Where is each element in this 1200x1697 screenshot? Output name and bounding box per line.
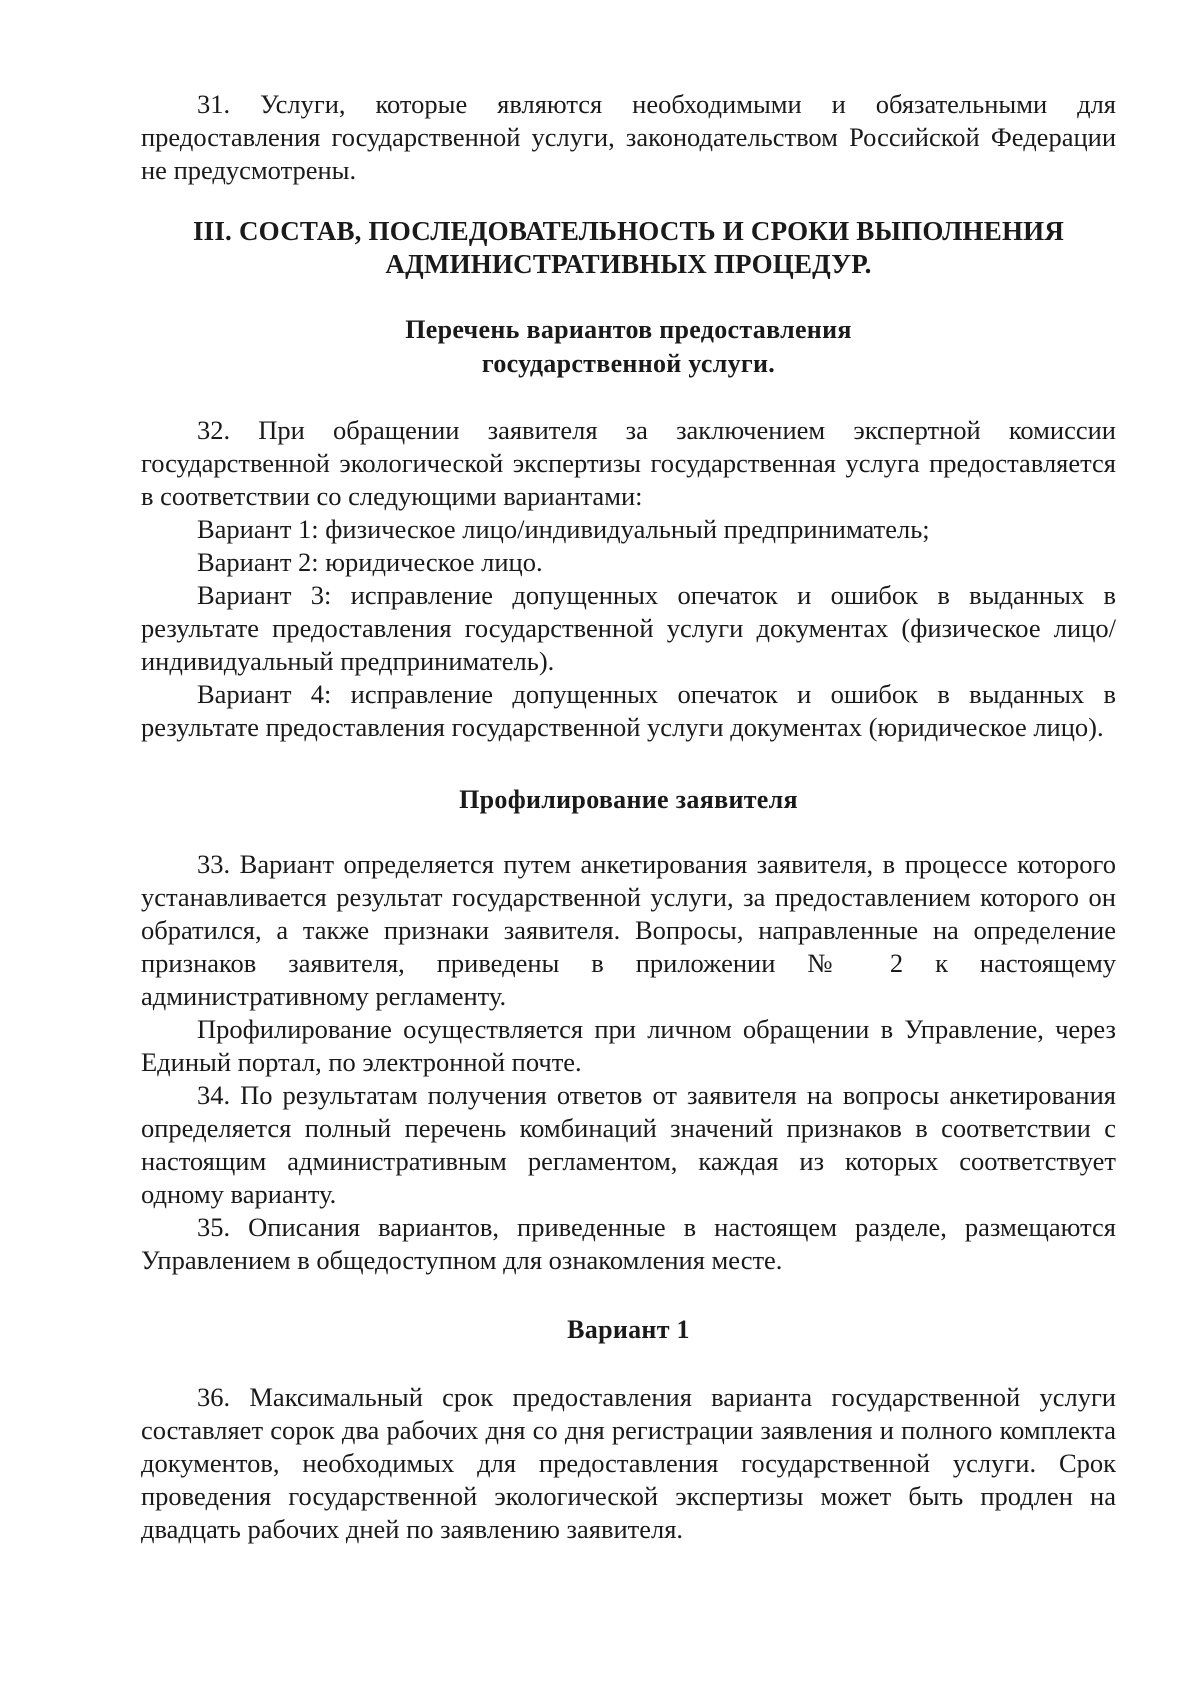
- variant-4-item: Вариант 4: исправление допущенных опечаток и ошибок в выданных в результате предоставления государственной услуги документах (юридическое лицо).: [141, 679, 1116, 742]
- paragraph-33-profiling-channels: Профилирование осуществляется при личном обращении в Управление, через Единый портал, по электронной почте.: [141, 1014, 1116, 1077]
- document-content: [141, 88, 1116, 1546]
- paragraph-32: 32. При обращении заявителя за заключением экспертной комиссии государственной экологической экспертизы государственная услуга предоставляется в соответствии со следующими вариантами:: [141, 415, 1116, 511]
- paragraph-33: 33. Вариант определяется путем анкетирования заявителя, в процессе которого устанавливается результат государственной услуги, за предоставлением которого он обратился, а также признаки заявителя. Вопросы, направленные на определение признаков заявителя, приведены в приложении № 2 к настоящему административному регламенту.: [141, 849, 1116, 1011]
- spacer: [141, 744, 1116, 783]
- subheading-profiling: Профилирование заявителя: [459, 785, 798, 814]
- section-title: [141, 215, 1116, 281]
- spacer: [141, 281, 1116, 313]
- spacer: [141, 1277, 1116, 1313]
- subheading-variants-list: [141, 313, 1116, 381]
- spacer: [141, 817, 1116, 848]
- subheading-variants-line-2: государственной услуги.: [481, 349, 776, 378]
- spacer: [141, 1347, 1116, 1381]
- paragraph-35: 35. Описания вариантов, приведенные в настоящем разделе, размещаются Управлением в общедоступном для ознакомления месте.: [141, 1212, 1116, 1275]
- paragraph-34: 34. По результатам получения ответов от заявителя на вопросы анкетирования определяется полный перечень комбинаций значений признаков в соответствии с настоящим административным регламентом, каждая из которых соответствует одному варианту.: [141, 1080, 1116, 1209]
- variant-1-item: Вариант 1: физическое лицо/индивидуальный предприниматель;: [197, 514, 930, 544]
- variant-3-item: Вариант 3: исправление допущенных опечаток и ошибок в выданных в результате предоставления государственной услуги документах (физическое лицо/индивидуальный предприниматель).: [141, 580, 1116, 676]
- variant-2-item: Вариант 2: юридическое лицо.: [197, 547, 543, 577]
- section-title-line-2: АДМИНИСТРАТИВНЫХ ПРОЦЕДУР.: [385, 249, 872, 279]
- spacer: [141, 187, 1116, 215]
- spacer: [141, 381, 1116, 414]
- subheading-variant-1: Вариант 1: [567, 1315, 690, 1344]
- paragraph-36: 36. Максимальный срок предоставления варианта государственной услуги составляет сорок два рабочих дня со дня регистрации заявления и полного комплекта документов, необходимых для предоставления государственной услуги. Срок проведения государственной экологической экспертизы может быть продлен на двадцать рабочих дней по заявлению заявителя.: [141, 1382, 1116, 1544]
- paragraph-31: 31. Услуги, которые являются необходимыми и обязательными для предоставления государственной услуги, законодательством Российской Федерации не предусмотрены.: [141, 89, 1116, 185]
- subheading-variants-line-1: Перечень вариантов предоставления: [405, 315, 852, 344]
- section-title-line-1: III. СОСТАВ, ПОСЛЕДОВАТЕЛЬНОСТЬ И СРОКИ ВЫПОЛНЕНИЯ: [192, 216, 1065, 246]
